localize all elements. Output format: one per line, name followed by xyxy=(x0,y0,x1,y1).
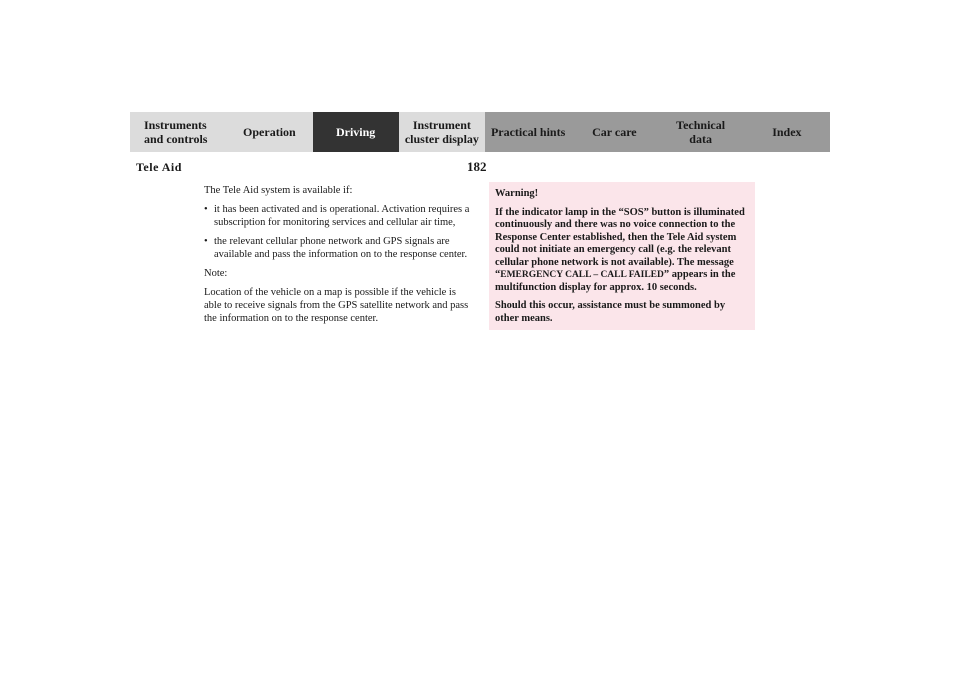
page-number: 182 xyxy=(467,159,487,174)
availability-list xyxy=(204,203,474,261)
tab-practical-hints[interactable]: Practical hints xyxy=(485,112,571,152)
warning-paragraph-2: Should this occur, assistance must be summoned by other means. xyxy=(495,300,726,324)
tab-driving[interactable]: Driving xyxy=(313,112,399,152)
tab-index[interactable]: Index xyxy=(744,112,830,152)
bullet-icon: • xyxy=(204,236,208,247)
list-item-text: it has been activated and is operational. Activation requires a subscription for monitoring services and cellular air time, xyxy=(214,204,470,228)
running-head: Tele Aid xyxy=(136,160,182,174)
tab-operation[interactable]: Operation xyxy=(226,112,312,152)
bullet-icon: • xyxy=(204,204,208,215)
tab-technical-data[interactable]: Technical data xyxy=(658,112,744,152)
list-item-text: the relevant cellular phone network and GPS signals are available and pass the information on to the response center. xyxy=(214,236,468,260)
section-tab-bar xyxy=(130,112,830,152)
note-text: Location of the vehicle on a map is possible if the vehicle is able to receive signals from the GPS satellite network and pass the information on to the response center. xyxy=(204,287,469,324)
list-item xyxy=(204,235,474,261)
warning-text-a: If the indicator lamp in the “SOS” button is illuminated continuously and there was no voice connection to the Response Center established, then the Tele Aid system could not initiate an emergency call (e.g. the relevant cellular phone network is not available). The message “ xyxy=(495,206,745,280)
intro-paragraph: The Tele Aid system is available if: xyxy=(204,185,353,196)
warning-text-b: ” appears in the multifunction display for approx. 10 seconds. xyxy=(495,269,736,293)
note-label: Note: xyxy=(204,268,228,279)
warning-title: Warning! xyxy=(495,188,539,199)
tab-instruments-and-controls[interactable]: Instruments and controls xyxy=(130,112,226,152)
tab-car-care[interactable]: Car care xyxy=(571,112,657,152)
warning-message: EMERGENCY CALL – CALL FAILED xyxy=(500,270,664,280)
warning-paragraph xyxy=(495,207,747,295)
list-item xyxy=(204,203,474,229)
tab-instrument-cluster-display[interactable]: Instrument cluster display xyxy=(399,112,485,152)
body-text-column xyxy=(204,184,474,331)
warning-box xyxy=(489,182,755,330)
